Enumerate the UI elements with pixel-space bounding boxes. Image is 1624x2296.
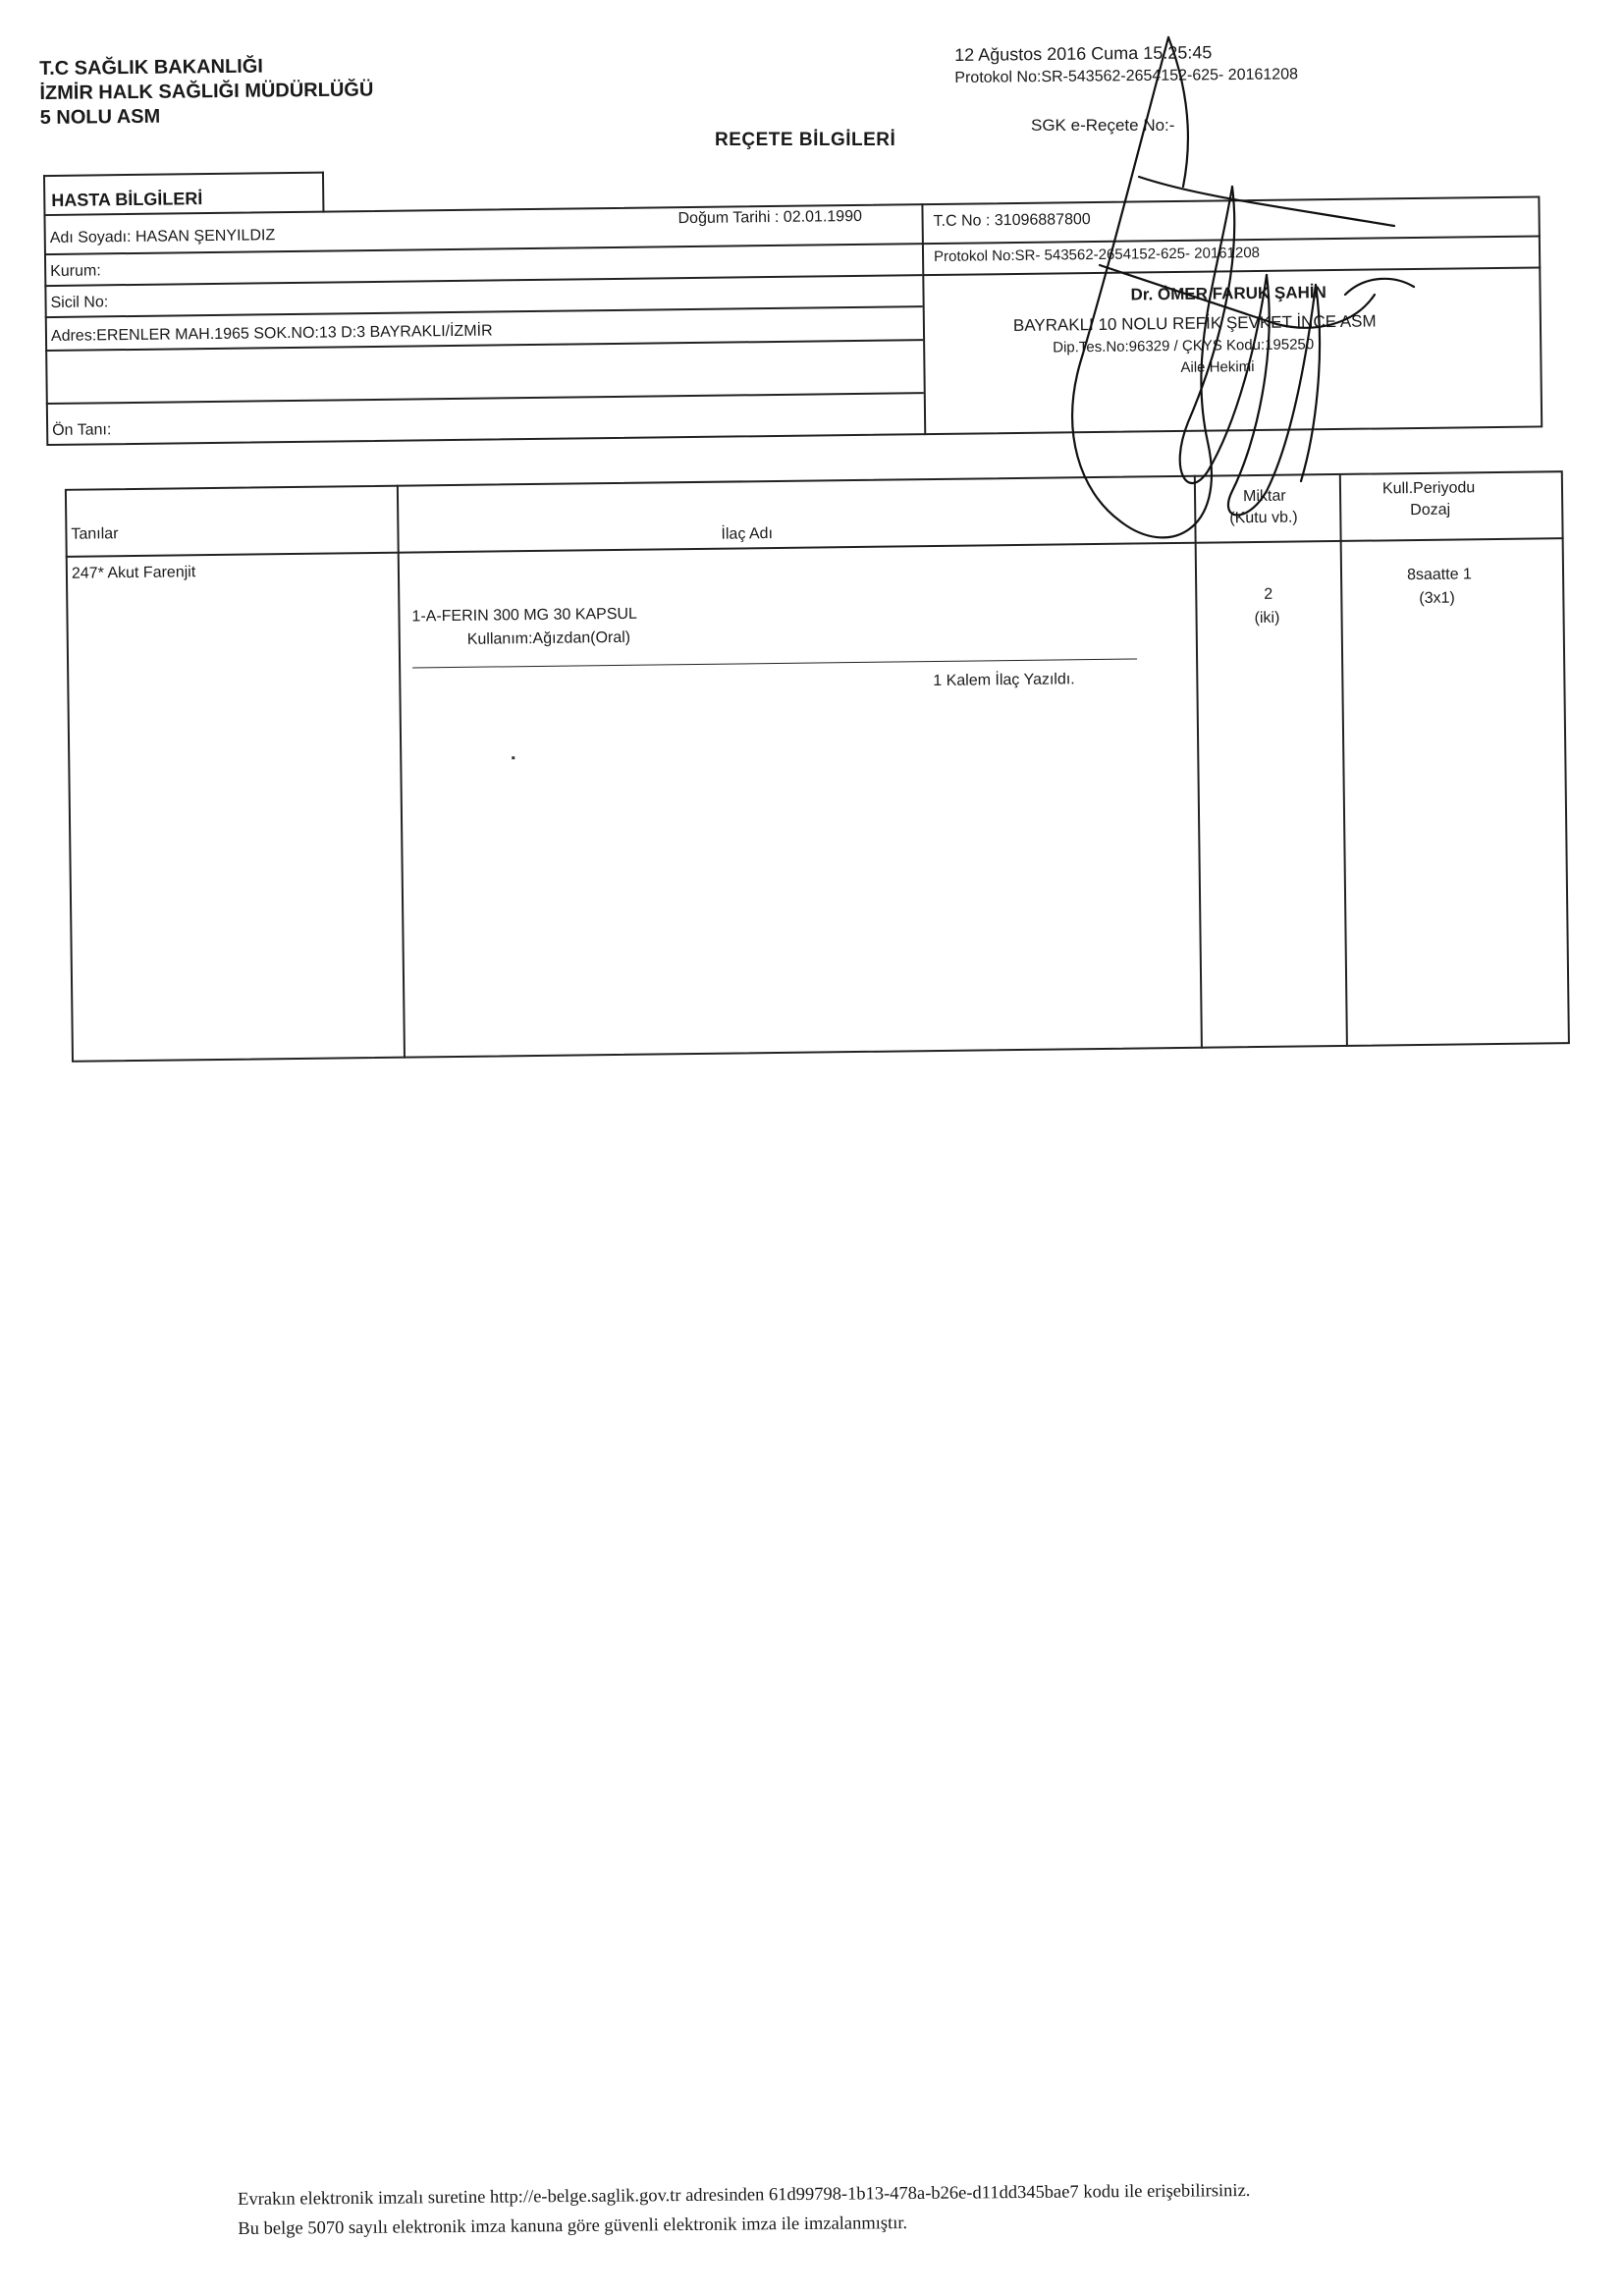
quantity-text: (iki) (1254, 609, 1280, 628)
item-count-summary: 1 Kalem İlaç Yazıldı. (933, 671, 1075, 690)
patient-institution: Kurum: (50, 262, 101, 280)
doctor-diploma-code: Dip.Tes.No:96329 / ÇKYS Kodu:195250 (1053, 336, 1315, 356)
patient-registry-number: Sicil No: (50, 294, 109, 311)
column-header-drug-name: İlaç Adı (721, 525, 774, 543)
print-datetime: 12 Ağustos 2016 Cuma 15:25:45 (954, 42, 1213, 65)
patient-birth-date: Doğum Tarihi : 02.01.1990 (677, 207, 863, 228)
stray-mark (512, 756, 514, 759)
page-title: REÇETE BİLGİLERİ (715, 130, 896, 150)
ministry-line-3: 5 NOLU ASM (39, 105, 161, 129)
ministry-line-1: T.C SAĞLIK BAKANLIĞI (39, 55, 264, 80)
column-header-dosage: Dozaj (1410, 501, 1451, 519)
preliminary-diagnosis: Ön Tanı: (52, 421, 112, 439)
column-header-usage-period: Kull.Periyodu (1381, 479, 1476, 498)
quantity-value: 2 (1264, 585, 1273, 603)
column-header-quantity-unit: (Kutu vb.) (1229, 509, 1298, 527)
e-signature-footer (238, 2176, 1251, 2244)
diagnosis-entry: 247* Akut Farenjit (71, 564, 196, 582)
dosage-value: (3x1) (1419, 589, 1455, 607)
doctor-tc-number: T.C No : 31096887800 (933, 211, 1091, 230)
column-header-diagnoses: Tanılar (71, 525, 119, 543)
footer-signature-line: Bu belge 5070 sayılı elektronik imza kanuna göre güvenli elektronik imza ile imzalanmıştır. (238, 2214, 908, 2239)
doctor-name: Dr. ÖMER FARUK ŞAHİN (1130, 283, 1326, 304)
patient-address: Adres:ERENLER MAH.1965 SOK.NO:13 D:3 BAYRAKLI/İZMİR (50, 322, 493, 345)
sgk-eprescription-number: SGK e-Reçete No:- (1031, 116, 1175, 135)
doctor-protocol-number: Protokol No:SR- 543562-2654152-625- 20161208 (933, 244, 1261, 265)
doctor-role: Aile Hekimi (1180, 358, 1255, 376)
footer-verification-line: Evrakın elektronik imzalı suretine http://e-belge.saglik.gov.tr adresinden 61d99798-1b13-478a-b26e-d11dd345bae7 kodu ile erişebilirsiniz. (238, 2181, 1251, 2210)
drug-name: 1-A-FERIN 300 MG 30 KAPSUL (411, 605, 638, 626)
header-protocol-number: Protokol No:SR-543562-2654152-625- 20161208 (954, 66, 1299, 86)
ministry-line-2: İZMİR HALK SAĞLIĞI MÜDÜRLÜĞÜ (39, 79, 374, 104)
usage-period-value: 8saatte 1 (1406, 566, 1472, 584)
doctor-clinic: BAYRAKLI 10 NOLU REFİK ŞEVKET İNCE ASM (1012, 311, 1377, 336)
drug-usage: Kullanım:Ağızdan(Oral) (466, 629, 631, 648)
patient-name: Adı Soyadı: HASAN ŞENYILDIZ (49, 227, 276, 246)
patient-section-title: HASTA BİLGİLERİ (51, 189, 203, 210)
column-header-quantity: Miktar (1242, 487, 1286, 506)
